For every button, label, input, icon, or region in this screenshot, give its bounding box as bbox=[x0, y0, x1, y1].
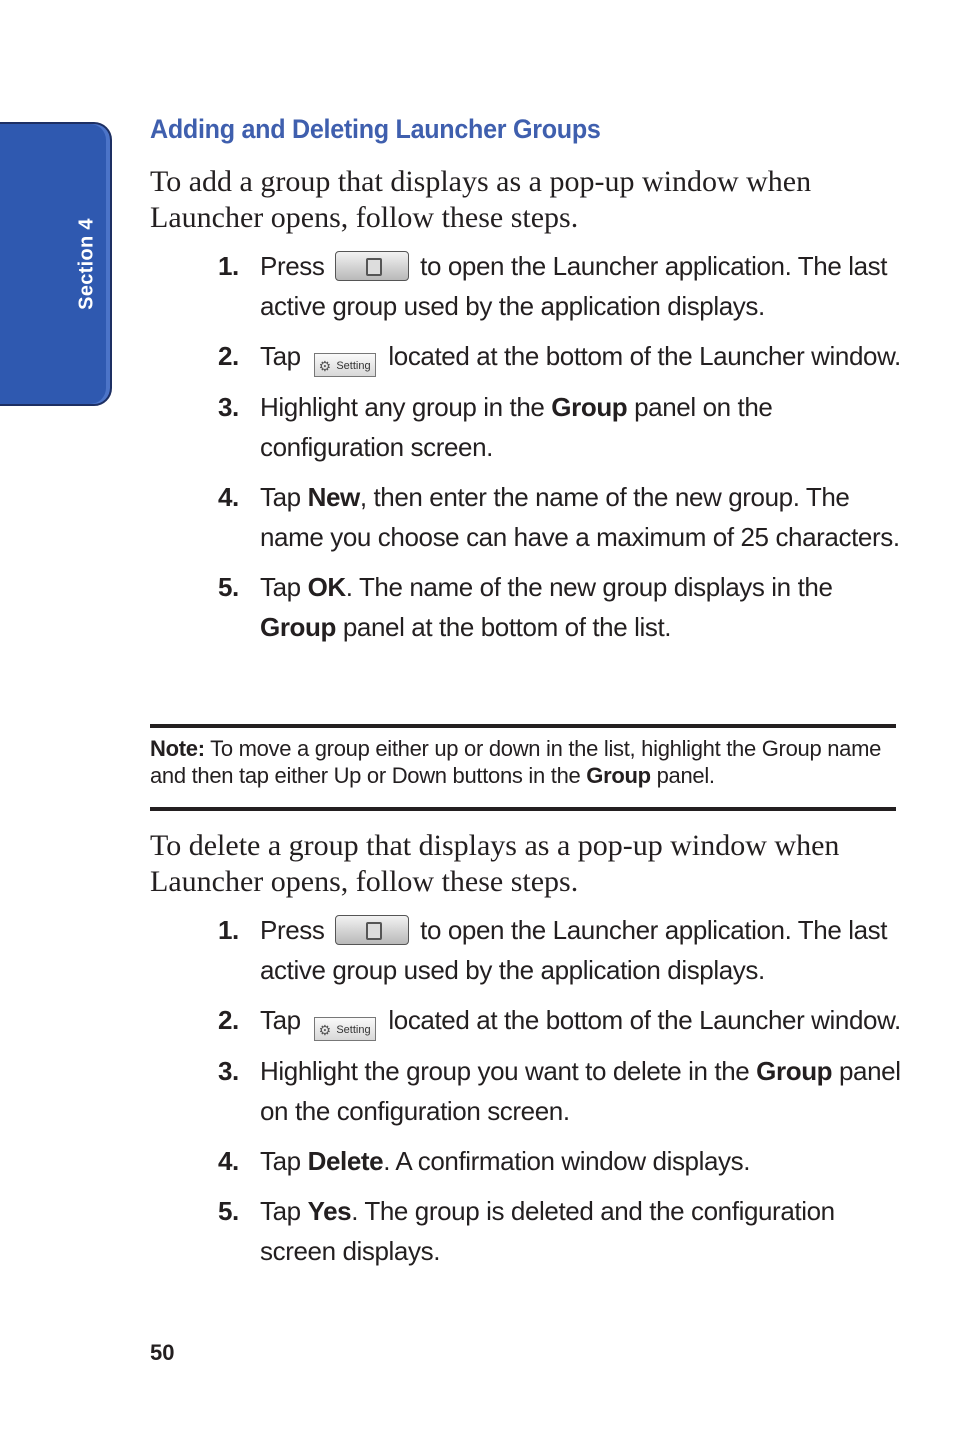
add-step-5 bbox=[218, 567, 908, 647]
step-text: panel at the bottom of the list. bbox=[342, 612, 672, 642]
step-number: 4. bbox=[218, 482, 239, 512]
step-text: Tap bbox=[260, 1196, 301, 1226]
step-number: 3. bbox=[218, 392, 239, 422]
page-heading: Adding and Deleting Launcher Groups bbox=[150, 114, 601, 144]
step-text: panel on the configuration screen. bbox=[260, 392, 773, 462]
note-bold: Group bbox=[586, 763, 651, 788]
note-label: Note: bbox=[150, 736, 205, 761]
step-number: 4. bbox=[218, 1146, 239, 1176]
gear-icon: ⚙ bbox=[318, 1022, 332, 1038]
step-number: 2. bbox=[218, 1005, 239, 1035]
delete-steps-list bbox=[218, 910, 908, 1281]
step-text: Tap bbox=[260, 572, 301, 602]
step-bold: Group bbox=[756, 1056, 833, 1086]
setting-button-icon bbox=[314, 1017, 376, 1041]
section-tab-label: Section 4 bbox=[75, 218, 98, 310]
add-step-1 bbox=[218, 246, 908, 326]
step-text: located at the bottom of the Launcher window. bbox=[388, 1005, 901, 1035]
step-number: 1. bbox=[218, 915, 239, 945]
note-end: panel. bbox=[656, 763, 715, 788]
step-text: Press bbox=[260, 251, 325, 281]
step-text: . A confirmation window displays. bbox=[383, 1146, 751, 1176]
step-number: 3. bbox=[218, 1056, 239, 1086]
step-number: 2. bbox=[218, 341, 239, 371]
page-number: 50 bbox=[150, 1340, 175, 1365]
step-number: 5. bbox=[218, 1196, 239, 1226]
setting-button-label: Setting bbox=[336, 360, 371, 372]
note-text: To move a group either up or down in the list, highlight the Group name and then tap either Up or Down buttons in the bbox=[150, 736, 882, 788]
launcher-key-icon bbox=[335, 251, 409, 281]
setting-button-label: Setting bbox=[336, 1024, 371, 1036]
add-step-2 bbox=[218, 336, 908, 377]
step-text: panel on the configuration screen. bbox=[260, 1056, 901, 1126]
gear-icon: ⚙ bbox=[318, 358, 332, 374]
step-text: to open the Launcher application. The last active group used by the application displays. bbox=[260, 251, 888, 321]
add-step-4 bbox=[218, 477, 908, 557]
delete-step-5 bbox=[218, 1191, 908, 1271]
step-text: Highlight the group you want to delete in the bbox=[260, 1056, 750, 1086]
delete-intro: To delete a group that displays as a pop-up window when Launcher opens, follow these steps. bbox=[150, 829, 840, 898]
add-intro: To add a group that displays as a pop-up window when Launcher opens, follow these steps. bbox=[150, 165, 812, 234]
step-text: Tap bbox=[260, 1146, 301, 1176]
step-text: located at the bottom of the Launcher window. bbox=[388, 341, 901, 371]
step-bold: Yes bbox=[307, 1196, 352, 1226]
step-bold: OK bbox=[307, 572, 346, 602]
note-top-rule bbox=[150, 724, 896, 728]
step-bold: New bbox=[307, 482, 360, 512]
step-text: Tap bbox=[260, 482, 301, 512]
step-text: , then enter the name of the new group. The name you choose can have a maximum of 25 characters. bbox=[260, 482, 900, 552]
step-bold: Group bbox=[551, 392, 628, 422]
step-bold: Delete bbox=[307, 1146, 384, 1176]
delete-step-2 bbox=[218, 1000, 908, 1041]
step-text: Tap bbox=[260, 1005, 301, 1035]
step-text: Highlight any group in the bbox=[260, 392, 545, 422]
delete-step-4 bbox=[218, 1141, 908, 1181]
setting-button-icon bbox=[314, 353, 376, 377]
step-number: 1. bbox=[218, 251, 239, 281]
note-bottom-rule bbox=[150, 807, 896, 811]
step-bold: Group bbox=[260, 612, 336, 642]
step-text: . The name of the new group displays in the bbox=[345, 572, 833, 602]
delete-step-1 bbox=[218, 910, 908, 990]
step-number: 5. bbox=[218, 572, 239, 602]
note bbox=[150, 735, 896, 789]
step-text: to open the Launcher application. The last active group used by the application displays. bbox=[260, 915, 888, 985]
delete-step-3 bbox=[218, 1051, 908, 1131]
launcher-key-icon bbox=[335, 915, 409, 945]
add-steps-list bbox=[218, 246, 908, 657]
step-text: Tap bbox=[260, 341, 301, 371]
add-step-3 bbox=[218, 387, 908, 467]
step-text: . The group is deleted and the configuration screen displays. bbox=[260, 1196, 835, 1266]
step-text: Press bbox=[260, 915, 325, 945]
